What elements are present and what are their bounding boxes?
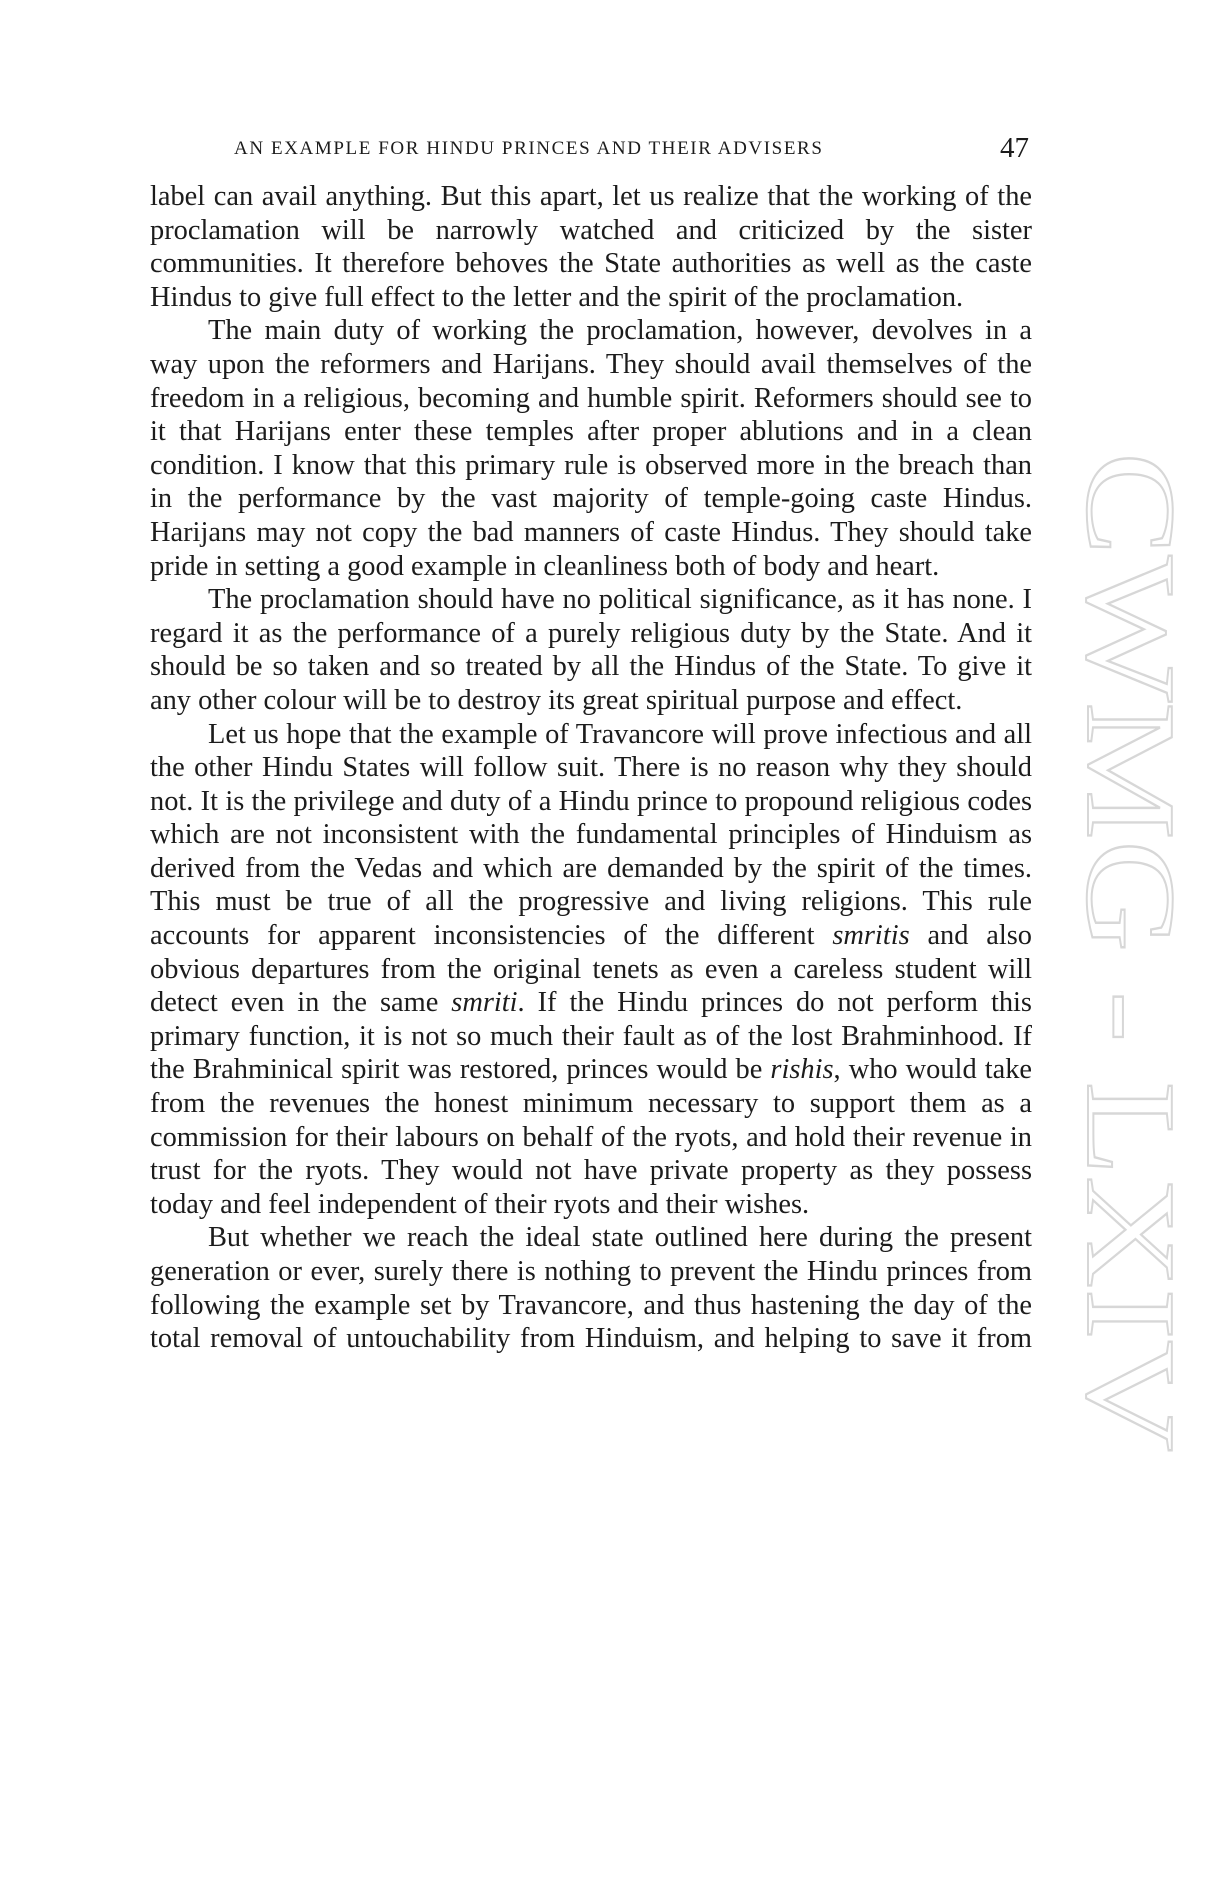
- text-segment: But whether we reach the ideal state outlined here during the present generation or ever, surely there is nothing to prevent the Hindu princes from following the example set by Travancore, and thus hastening the day of the total removal of untouchability from Hinduism, and helping to save it from: [150, 1222, 1032, 1355]
- text-segment: and also obvious departures from the original tenets as even a careless student will detect even in the same: [150, 920, 1033, 1019]
- paragraph: [150, 314, 1032, 583]
- italic-term: smriti: [451, 987, 518, 1019]
- text-segment: . If the Hindu princes do not perform this primary function, it is not so much their fault as of the lost Brahminhood. If the Brahminical spirit was restored, princes would be: [150, 987, 1032, 1086]
- text-segment: The main duty of working the proclamation, however, devolves in a way upon the reformers and Harijans. They should avail themselves of the freedom in a religious, becoming and humble spirit. Reformers should see to it that Harijans enter these temples after proper ablutions and in a clean condition. I know that this primary rule is observed more in the breach than in the performance by the vast majority of temple-going caste Hindus. Harijans may not copy the bad manners of caste Hindus. They should take pride in setting a good example in cleanliness both of body and heart.: [150, 315, 1032, 582]
- text-segment: The proclamation should have no political significance, as it has none. I regard it as the performance of a purely religious duty by the State. And it should be so taken and so treated by all the Hindus of the State. To give it any other colour will be to destroy its great spiritual purpose and effect.: [150, 584, 1032, 716]
- text-segment: Let us hope that the example of Travancore will prove infectious and all the other Hindu States will follow suit. There is no reason why they should not. It is the privilege and duty of a Hindu prince to propound religious codes which are not inconsistent with the fundamental principles of Hinduism as derived from the Vedas and which are demanded by the spirit of the times. This must be true of all the progressive and living religions. This rule accounts for apparent inconsistencies of the different: [150, 718, 1032, 952]
- body-text: [150, 180, 1032, 1356]
- running-title: AN EXAMPLE FOR HINDU PRINCES AND THEIR ADVISERS: [234, 138, 824, 159]
- running-head: [234, 132, 1029, 168]
- paragraph: [150, 1221, 1032, 1355]
- text-segment: label can avail anything. But this apart, let us realize that the working of the proclamation will be narrowly watched and criticized by the sister communities. It therefore behoves the State authorities as well as the caste Hindus to give full effect to the letter and the spirit of the proclamation.: [150, 181, 1032, 313]
- text-segment: , who would take from the revenues the honest minimum necessary to support them as a commission for their labours on behalf of the ryots, and hold their revenue in trust for the ryots. They would not have private property as they possess today and feel independent of their ryots and their wishes.: [150, 1054, 1033, 1220]
- paragraph: [150, 583, 1032, 717]
- italic-term: rishis: [770, 1054, 834, 1086]
- italic-term: smritis: [832, 920, 910, 952]
- page-number: 47: [1000, 132, 1029, 164]
- watermark: [1048, 452, 1198, 1452]
- paragraph: [150, 718, 1032, 1222]
- watermark-text: CWMG - LXIV: [1060, 452, 1198, 1277]
- paragraph: [150, 180, 1032, 314]
